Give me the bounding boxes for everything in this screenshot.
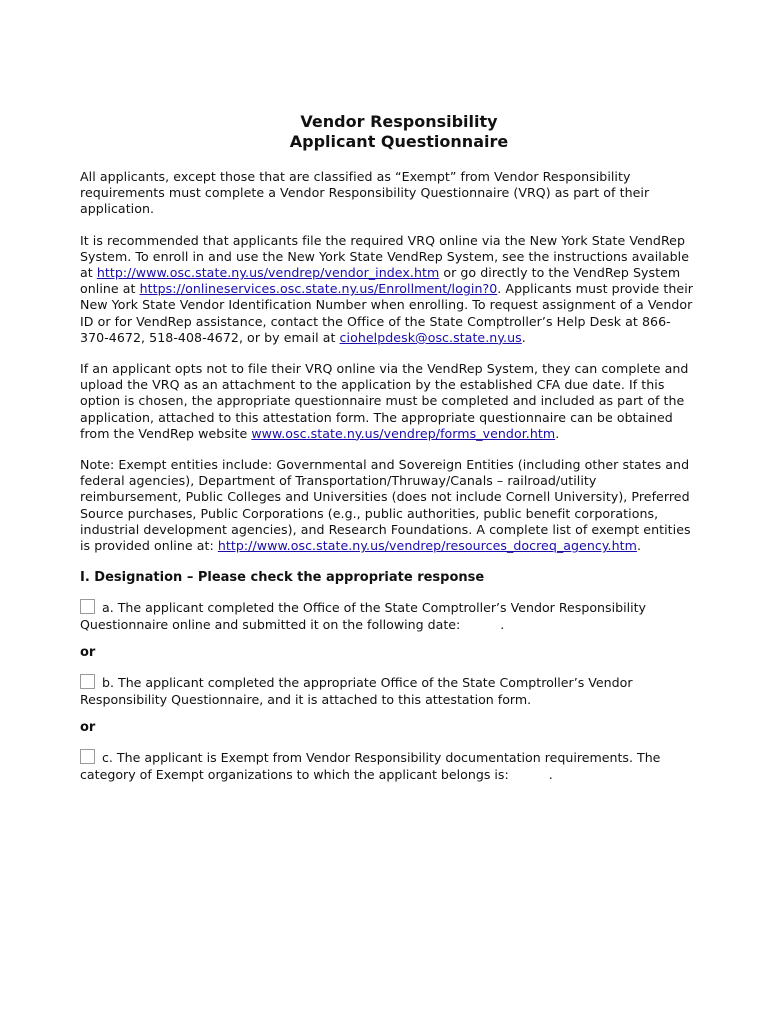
option-a-text: a. The applicant completed the Office of the State Comptroller’s Vendor Responsibility Questionnaire online and submitted it on the following date: xyxy=(80,600,646,632)
document-content xyxy=(80,112,698,783)
option-c xyxy=(80,749,698,783)
p4-text-a: Note: Exempt entities include: Governmental and Sovereign Entities (including other states and federal agencies), Department of Transportation/Thruway/Canals – railroad/utility reimbursement, Public Colleges and Universities (does not include Cornell University), Preferred Source purchases, Public Corporations (e.g., public authorities, public benefit corporations, industrial development agencies), and Research Foundations. A complete list of exempt entities is provided online at: xyxy=(80,457,691,554)
or-separator-2: or xyxy=(80,720,96,736)
option-b-checkbox[interactable] xyxy=(80,674,95,689)
or-separator-1: or xyxy=(80,645,96,661)
option-c-text: c. The applicant is Exempt from Vendor Responsibility documentation requirements. The category of Exempt organizations to which the applicant belongs is: xyxy=(80,750,661,782)
designation-heading: I. Designation – Please check the appropriate response xyxy=(80,570,485,586)
p2-text-d: . xyxy=(521,329,526,345)
title-line-1: Vendor Responsibility xyxy=(300,112,498,131)
option-a xyxy=(80,599,698,633)
p3-text-a: If an applicant opts not to file their VRQ online via the VendRep System, they can complete and upload the VRQ as an attachment to the application by the established CFA due date. If this option is chosen, the appropriate questionnaire must be completed and included as part of the application, attached to this attestation form. The appropriate questionnaire can be obtained from the VendRep website xyxy=(80,361,689,441)
p2-text-a: It is recommended that applicants file the required VRQ online via the New York State VendRep System. To enroll in and use the New York State VendRep System, see the instructions available at xyxy=(80,232,690,281)
page-title xyxy=(100,112,698,152)
vendor-index-link[interactable]: http://www.osc.state.ny.us/vendrep/vendor_index.htm xyxy=(96,265,440,281)
intro-paragraph-2 xyxy=(80,233,698,346)
option-a-checkbox[interactable] xyxy=(80,599,95,614)
helpdesk-email-link[interactable]: ciohelpdesk@osc.state.ny.us xyxy=(339,329,522,345)
option-c-checkbox[interactable] xyxy=(80,749,95,764)
p4-text-b: . xyxy=(636,538,642,554)
intro-paragraph-1: All applicants, except those that are classified as “Exempt” from Vendor Responsibility requirements must complete a Vendor Responsibility Questionnaire (VRQ) as part of their application. xyxy=(80,169,650,217)
p3-text-b: . xyxy=(555,425,560,441)
exempt-note-paragraph xyxy=(80,457,698,554)
option-c-end: . xyxy=(548,766,553,782)
enrollment-login-link[interactable]: https://onlineservices.osc.state.ny.us/Enrollment/login?0 xyxy=(139,281,498,297)
forms-vendor-link[interactable]: www.osc.state.ny.us/vendrep/forms_vendor.htm xyxy=(251,425,556,441)
intro-paragraph-3 xyxy=(80,361,698,442)
exempt-agency-list-link[interactable]: http://www.osc.state.ny.us/vendrep/resources_docreq_agency.htm xyxy=(217,538,637,554)
p2-text-b: or go directly to the VendRep System online at xyxy=(80,265,681,297)
option-b xyxy=(80,674,698,708)
option-b-text: b. The applicant completed the appropriate Office of the State Comptroller’s Vendor Responsibility Questionnaire, and it is attached to this attestation form. xyxy=(80,675,633,707)
option-a-end: . xyxy=(500,616,505,632)
p2-text-c: . Applicants must provide their New York State Vendor Identification Number when enrolling. To request assignment of a Vendor ID or for VendRep assistance, contact the Office of the State Comptroller’s Help Desk at 866-370-4672, 518-408-4672, or by email at xyxy=(80,281,693,345)
title-line-2: Applicant Questionnaire xyxy=(289,132,509,151)
